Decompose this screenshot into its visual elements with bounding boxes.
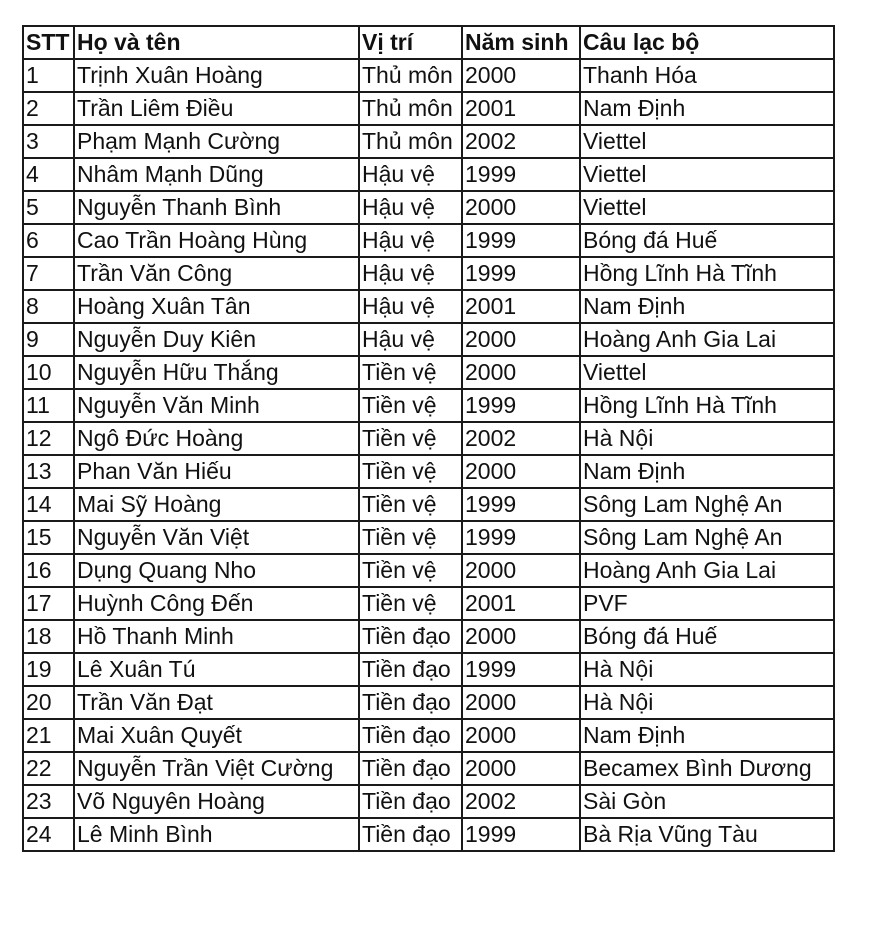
cell-name: Mai Sỹ Hoàng (74, 488, 359, 521)
cell-club: Bóng đá Huế (580, 620, 834, 653)
table-row (23, 257, 834, 290)
cell-club: Nam Định (580, 290, 834, 323)
cell-position: Tiền đạo (359, 818, 462, 851)
table-row (23, 587, 834, 620)
cell-club: Viettel (580, 125, 834, 158)
cell-position: Hậu vệ (359, 224, 462, 257)
cell-stt: 5 (23, 191, 74, 224)
cell-club: Sài Gòn (580, 785, 834, 818)
cell-position: Tiền đạo (359, 785, 462, 818)
cell-birth-year: 1999 (462, 521, 580, 554)
cell-club: Hoàng Anh Gia Lai (580, 554, 834, 587)
cell-position: Tiền vệ (359, 389, 462, 422)
cell-name: Lê Minh Bình (74, 818, 359, 851)
table-row (23, 620, 834, 653)
cell-stt: 13 (23, 455, 74, 488)
cell-stt: 10 (23, 356, 74, 389)
table-row (23, 158, 834, 191)
cell-birth-year: 2000 (462, 554, 580, 587)
cell-name: Dụng Quang Nho (74, 554, 359, 587)
cell-club: Thanh Hóa (580, 59, 834, 92)
cell-stt: 2 (23, 92, 74, 125)
table-row (23, 422, 834, 455)
cell-position: Tiền đạo (359, 719, 462, 752)
cell-position: Tiền đạo (359, 752, 462, 785)
cell-name: Mai Xuân Quyết (74, 719, 359, 752)
cell-position: Thủ môn (359, 59, 462, 92)
table-row (23, 719, 834, 752)
table-row (23, 389, 834, 422)
table-row (23, 686, 834, 719)
cell-birth-year: 1999 (462, 158, 580, 191)
table-row (23, 554, 834, 587)
cell-birth-year: 2001 (462, 290, 580, 323)
cell-club: Becamex Bình Dương (580, 752, 834, 785)
cell-stt: 8 (23, 290, 74, 323)
cell-name: Nguyễn Văn Minh (74, 389, 359, 422)
cell-club: Hoàng Anh Gia Lai (580, 323, 834, 356)
header-cell-position: Vị trí (359, 26, 462, 59)
cell-position: Thủ môn (359, 125, 462, 158)
cell-position: Hậu vệ (359, 323, 462, 356)
cell-position: Hậu vệ (359, 191, 462, 224)
cell-name: Cao Trần Hoàng Hùng (74, 224, 359, 257)
cell-birth-year: 2002 (462, 785, 580, 818)
cell-birth-year: 2000 (462, 752, 580, 785)
table-row (23, 785, 834, 818)
cell-name: Hồ Thanh Minh (74, 620, 359, 653)
cell-position: Tiền vệ (359, 422, 462, 455)
cell-name: Trần Liêm Điều (74, 92, 359, 125)
cell-stt: 6 (23, 224, 74, 257)
player-roster-table (22, 25, 835, 852)
cell-birth-year: 2002 (462, 422, 580, 455)
cell-stt: 21 (23, 719, 74, 752)
cell-birth-year: 2000 (462, 356, 580, 389)
cell-birth-year: 2000 (462, 323, 580, 356)
cell-position: Hậu vệ (359, 257, 462, 290)
table-row (23, 356, 834, 389)
cell-club: Sông Lam Nghệ An (580, 521, 834, 554)
cell-name: Nhâm Mạnh Dũng (74, 158, 359, 191)
cell-stt: 16 (23, 554, 74, 587)
cell-club: Hồng Lĩnh Hà Tĩnh (580, 257, 834, 290)
cell-birth-year: 2000 (462, 455, 580, 488)
table-row (23, 488, 834, 521)
table-row (23, 224, 834, 257)
table-body (23, 59, 834, 851)
cell-stt: 20 (23, 686, 74, 719)
cell-stt: 4 (23, 158, 74, 191)
cell-club: Viettel (580, 158, 834, 191)
cell-name: Hoàng Xuân Tân (74, 290, 359, 323)
cell-birth-year: 2000 (462, 686, 580, 719)
cell-stt: 11 (23, 389, 74, 422)
cell-position: Tiền đạo (359, 653, 462, 686)
header-cell-stt: STT (23, 26, 74, 59)
header-row (23, 26, 834, 59)
table-row (23, 92, 834, 125)
cell-birth-year: 2000 (462, 191, 580, 224)
cell-birth-year: 1999 (462, 257, 580, 290)
cell-birth-year: 2001 (462, 92, 580, 125)
cell-club: Sông Lam Nghệ An (580, 488, 834, 521)
table-row (23, 125, 834, 158)
table-row (23, 290, 834, 323)
cell-position: Tiền vệ (359, 455, 462, 488)
cell-club: Nam Định (580, 455, 834, 488)
cell-birth-year: 2000 (462, 620, 580, 653)
cell-position: Tiền đạo (359, 686, 462, 719)
cell-stt: 1 (23, 59, 74, 92)
cell-stt: 14 (23, 488, 74, 521)
cell-position: Tiền vệ (359, 554, 462, 587)
cell-club: Hà Nội (580, 653, 834, 686)
cell-name: Võ Nguyên Hoàng (74, 785, 359, 818)
cell-name: Nguyễn Trần Việt Cường (74, 752, 359, 785)
cell-birth-year: 2001 (462, 587, 580, 620)
cell-stt: 24 (23, 818, 74, 851)
cell-name: Nguyễn Thanh Bình (74, 191, 359, 224)
cell-name: Trịnh Xuân Hoàng (74, 59, 359, 92)
cell-position: Hậu vệ (359, 158, 462, 191)
cell-birth-year: 2000 (462, 59, 580, 92)
cell-stt: 7 (23, 257, 74, 290)
cell-position: Thủ môn (359, 92, 462, 125)
cell-stt: 17 (23, 587, 74, 620)
cell-stt: 22 (23, 752, 74, 785)
header-cell-birth-year: Năm sinh (462, 26, 580, 59)
cell-position: Tiền vệ (359, 356, 462, 389)
cell-name: Nguyễn Văn Việt (74, 521, 359, 554)
cell-position: Tiền vệ (359, 488, 462, 521)
cell-stt: 3 (23, 125, 74, 158)
table-row (23, 323, 834, 356)
cell-name: Nguyễn Duy Kiên (74, 323, 359, 356)
cell-birth-year: 1999 (462, 389, 580, 422)
cell-club: Viettel (580, 356, 834, 389)
cell-club: Nam Định (580, 719, 834, 752)
cell-name: Trần Văn Đạt (74, 686, 359, 719)
table-row (23, 818, 834, 851)
table-row (23, 752, 834, 785)
cell-position: Tiền đạo (359, 620, 462, 653)
cell-club: PVF (580, 587, 834, 620)
cell-stt: 18 (23, 620, 74, 653)
cell-name: Nguyễn Hữu Thắng (74, 356, 359, 389)
cell-stt: 9 (23, 323, 74, 356)
table-row (23, 455, 834, 488)
cell-birth-year: 1999 (462, 488, 580, 521)
cell-club: Bà Rịa Vũng Tàu (580, 818, 834, 851)
cell-club: Hồng Lĩnh Hà Tĩnh (580, 389, 834, 422)
cell-birth-year: 2000 (462, 719, 580, 752)
cell-birth-year: 2002 (462, 125, 580, 158)
cell-club: Viettel (580, 191, 834, 224)
table-header (23, 26, 834, 59)
header-cell-name: Họ và tên (74, 26, 359, 59)
cell-birth-year: 1999 (462, 224, 580, 257)
header-cell-club: Câu lạc bộ (580, 26, 834, 59)
table-row (23, 521, 834, 554)
table-row (23, 59, 834, 92)
cell-name: Phan Văn Hiếu (74, 455, 359, 488)
table-row (23, 653, 834, 686)
cell-stt: 23 (23, 785, 74, 818)
cell-name: Phạm Mạnh Cường (74, 125, 359, 158)
cell-birth-year: 1999 (462, 653, 580, 686)
cell-stt: 15 (23, 521, 74, 554)
cell-club: Hà Nội (580, 422, 834, 455)
cell-club: Nam Định (580, 92, 834, 125)
table-row (23, 191, 834, 224)
cell-name: Huỳnh Công Đến (74, 587, 359, 620)
cell-stt: 19 (23, 653, 74, 686)
cell-name: Lê Xuân Tú (74, 653, 359, 686)
cell-position: Hậu vệ (359, 290, 462, 323)
cell-club: Bóng đá Huế (580, 224, 834, 257)
cell-club: Hà Nội (580, 686, 834, 719)
cell-position: Tiền vệ (359, 587, 462, 620)
cell-name: Trần Văn Công (74, 257, 359, 290)
cell-name: Ngô Đức Hoàng (74, 422, 359, 455)
cell-birth-year: 1999 (462, 818, 580, 851)
cell-stt: 12 (23, 422, 74, 455)
cell-position: Tiền vệ (359, 521, 462, 554)
